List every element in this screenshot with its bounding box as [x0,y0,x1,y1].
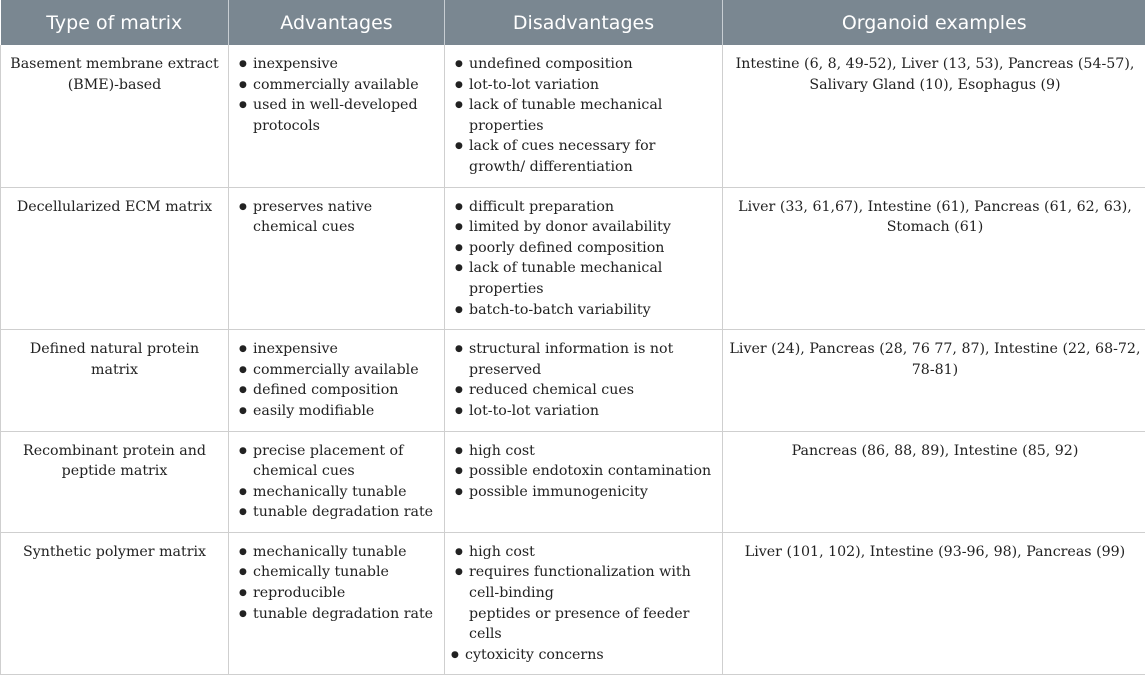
matrix-type-cell: Defined natural protein matrix [1,330,229,431]
disadvantage-item: ● high cost [453,441,714,462]
advantage-item: ● mechanically tunable [237,542,436,563]
advantage-item: ● chemically tunable [237,562,436,583]
matrix-type-cell: Synthetic polymer matrix [1,532,229,675]
disadvantages-cell [445,532,723,675]
disadvantage-item: ● lack of tunable mechanical properties [453,258,714,299]
disadvantage-item: ● lot-to-lot variation [453,401,714,422]
matrix-type-cell: Decellularized ECM matrix [1,187,229,330]
table-row [1,532,1145,675]
advantage-item: ● preserves native chemical cues [237,197,436,238]
table-row [1,45,1145,187]
advantage-item: ● inexpensive [237,339,436,360]
table-row [1,431,1145,532]
advantage-item: ● commercially available [237,75,436,96]
matrix-type-cell: Recombinant protein and peptide matrix [1,431,229,532]
header-row [1,0,1145,45]
disadvantage-item: ● lot-to-lot variation [453,75,714,96]
header-disadvantages: Disadvantages [445,0,723,45]
organoid-examples-cell: Pancreas (86, 88, 89), Intestine (85, 92) [723,431,1145,532]
advantage-item: ● tunable degradation rate [237,604,436,625]
advantage-item: ● precise placement of chemical cues [237,441,436,482]
organoid-examples-cell: Liver (24), Pancreas (28, 76 77, 87), Intestine (22, 68-72, 78-81) [723,330,1145,431]
organoid-examples-cell: Liver (33, 61,67), Intestine (61), Pancreas (61, 62, 63), Stomach (61) [723,187,1145,330]
disadvantages-cell [445,45,723,187]
header-type-of-matrix: Type of matrix [1,0,229,45]
disadvantage-item: ● difficult preparation [453,197,714,218]
advantage-item: ● tunable degradation rate [237,502,436,523]
disadvantage-item-continuation: peptides or presence of feeder cells [453,604,714,645]
disadvantage-item: ● undefined composition [453,54,714,75]
advantage-item: ● used in well-developed protocols [237,95,436,136]
disadvantage-item: ● possible immunogenicity [453,482,714,503]
advantages-cell [229,532,445,675]
organoid-examples-cell: Liver (101, 102), Intestine (93-96, 98), Pancreas (99) [723,532,1145,675]
advantage-item: ● reproducible [237,583,436,604]
table-row [1,330,1145,431]
advantages-cell [229,45,445,187]
disadvantage-item: ● reduced chemical cues [453,380,714,401]
disadvantage-item: ● batch-to-batch variability [453,300,714,321]
advantages-cell [229,187,445,330]
disadvantage-item: ● limited by donor availability [453,217,714,238]
disadvantage-item: ● poorly defined composition [453,238,714,259]
header-advantages: Advantages [229,0,445,45]
disadvantage-item: ● lack of tunable mechanical properties [453,95,714,136]
disadvantage-item: ● possible endotoxin contamination [453,461,714,482]
advantage-item: ● commercially available [237,360,436,381]
header-organoid-examples: Organoid examples [723,0,1145,45]
matrix-type-cell: Basement membrane extract (BME)-based [1,45,229,187]
disadvantages-cell [445,431,723,532]
disadvantages-cell [445,187,723,330]
table-row [1,187,1145,330]
advantages-cell [229,330,445,431]
disadvantage-item: ● lack of cues necessary for growth/ differentiation [453,136,714,177]
disadvantage-item: ● cytoxicity concerns [453,645,714,666]
disadvantages-cell [445,330,723,431]
disadvantage-item: ● structural information is not preserved [453,339,714,380]
organoid-examples-cell: Intestine (6, 8, 49-52), Liver (13, 53), Pancreas (54-57), Salivary Gland (10), Esophagus (9) [723,45,1145,187]
advantage-item: ● inexpensive [237,54,436,75]
advantage-item: ● mechanically tunable [237,482,436,503]
advantage-item: ● easily modifiable [237,401,436,422]
disadvantage-item: ● high cost [453,542,714,563]
disadvantage-item: ● requires functionalization with cell-binding [453,562,714,603]
advantage-item: ● defined composition [237,380,436,401]
advantages-cell [229,431,445,532]
